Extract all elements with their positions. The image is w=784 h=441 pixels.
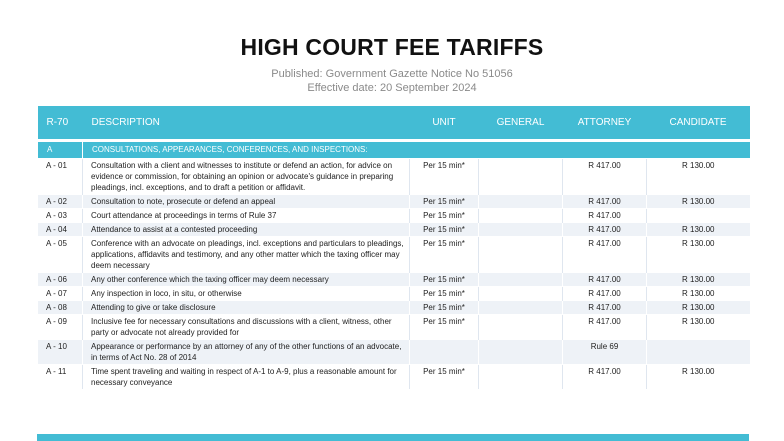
row-description: Attendance to assist at a contested proceeding [83, 223, 410, 237]
table-row [38, 273, 750, 287]
row-description: Conference with an advocate on pleadings, incl. exceptions and particulars to pleadings, applications, affidavits and testimony, and any other matter which the taxing officer may deem necessary [83, 237, 410, 273]
row-general-fee [479, 209, 563, 223]
row-unit: Per 15 min* [410, 195, 479, 209]
footer-bar [37, 434, 749, 441]
row-candidate-fee [647, 340, 750, 365]
row-general-fee [479, 159, 563, 195]
col-header-unit: UNIT [432, 117, 456, 128]
row-general-fee [479, 287, 563, 301]
row-description: Attending to give or take disclosure [83, 301, 410, 315]
row-unit: Per 15 min* [410, 209, 479, 223]
row-candidate-fee: R 130.00 [647, 195, 750, 209]
row-candidate-fee: R 130.00 [647, 365, 750, 390]
row-attorney-fee: R 417.00 [563, 287, 647, 301]
row-candidate-fee: R 130.00 [647, 287, 750, 301]
table-row [38, 301, 750, 315]
row-candidate-fee [647, 209, 750, 223]
row-general-fee [479, 237, 563, 273]
row-attorney-fee: R 417.00 [563, 237, 647, 273]
table-row [38, 195, 750, 209]
row-description: Time spent traveling and waiting in respect of A-1 to A-9, plus a reasonable amount for necessary conveyance [83, 365, 410, 390]
row-attorney-fee: R 417.00 [563, 159, 647, 195]
table-row [38, 287, 750, 301]
row-description: Court attendance at proceedings in terms of Rule 37 [83, 209, 410, 223]
row-general-fee [479, 340, 563, 365]
row-general-fee [479, 273, 563, 287]
row-general-fee [479, 223, 563, 237]
table-row [38, 223, 750, 237]
row-general-fee [479, 315, 563, 340]
row-general-fee [479, 195, 563, 209]
row-unit: Per 15 min* [410, 301, 479, 315]
row-description: Inclusive fee for necessary consultations and discussions with a client, witness, other party or advocate not already provided for [83, 315, 410, 340]
row-attorney-fee: R 417.00 [563, 315, 647, 340]
col-header-candidate: CANDIDATE [669, 117, 727, 128]
table-row [38, 340, 750, 365]
row-code: A - 11 [38, 365, 83, 390]
col-header-general: GENERAL [496, 117, 545, 128]
col-header-description: DESCRIPTION [91, 117, 160, 128]
row-general-fee [479, 365, 563, 390]
page-title: HIGH COURT FEE TARIFFS [240, 34, 544, 60]
row-attorney-fee: R 417.00 [563, 223, 647, 237]
row-attorney-fee: R 417.00 [563, 273, 647, 287]
row-description: Any other conference which the taxing officer may deem necessary [83, 273, 410, 287]
row-code: A - 05 [38, 237, 83, 273]
row-attorney-fee: R 417.00 [563, 195, 647, 209]
row-description: Consultation with a client and witnesses to institute or defend an action, for advice on evidence or commission, for obtaining an opinion or advocate's guidance in preparing pleadings, incl. exceptions, and to draft a petition or affidavit. [83, 159, 410, 195]
row-candidate-fee: R 130.00 [647, 301, 750, 315]
row-description: Consultation to note, prosecute or defend an appeal [83, 195, 410, 209]
table-row [38, 209, 750, 223]
row-code: A - 02 [38, 195, 83, 209]
row-attorney-fee: R 417.00 [563, 209, 647, 223]
col-header-r70: R-70 [46, 117, 69, 128]
row-unit [410, 340, 479, 365]
table-row [38, 237, 750, 273]
row-candidate-fee: R 130.00 [647, 237, 750, 273]
effective-date: Effective date: 20 September 2024 [307, 82, 477, 94]
table-row [38, 159, 750, 195]
row-code: A - 10 [38, 340, 83, 365]
published-notice: Published: Government Gazette Notice No 51056 [271, 68, 513, 80]
row-code: A - 04 [38, 223, 83, 237]
row-candidate-fee: R 130.00 [647, 159, 750, 195]
table-body [38, 139, 750, 389]
row-unit: Per 15 min* [410, 237, 479, 273]
table-header [38, 106, 750, 139]
row-candidate-fee: R 130.00 [647, 273, 750, 287]
col-header-attorney: ATTORNEY [577, 117, 632, 128]
row-candidate-fee: R 130.00 [647, 223, 750, 237]
section-code: A [38, 142, 83, 159]
table-row [38, 315, 750, 340]
row-attorney-fee: Rule 69 [563, 340, 647, 365]
row-code: A - 01 [38, 159, 83, 195]
row-code: A - 08 [38, 301, 83, 315]
row-unit: Per 15 min* [410, 315, 479, 340]
row-code: A - 06 [38, 273, 83, 287]
row-attorney-fee: R 417.00 [563, 301, 647, 315]
row-unit: Per 15 min* [410, 223, 479, 237]
row-code: A - 07 [38, 287, 83, 301]
row-unit: Per 15 min* [410, 159, 479, 195]
row-code: A - 03 [38, 209, 83, 223]
table-row [38, 365, 750, 390]
tariff-table [37, 106, 750, 389]
row-description: Any inspection in loco, in situ, or otherwise [83, 287, 410, 301]
row-general-fee [479, 301, 563, 315]
row-attorney-fee: R 417.00 [563, 365, 647, 390]
row-code: A - 09 [38, 315, 83, 340]
section-label: CONSULTATIONS, APPEARANCES, CONFERENCES, AND INSPECTIONS: [83, 142, 750, 159]
row-unit: Per 15 min* [410, 273, 479, 287]
row-unit: Per 15 min* [410, 287, 479, 301]
row-description: Appearance or performance by an attorney of any of the other functions of an advocate, in terms of Act No. 28 of 2014 [83, 340, 410, 365]
section-row [38, 142, 750, 159]
row-unit: Per 15 min* [410, 365, 479, 390]
row-candidate-fee: R 130.00 [647, 315, 750, 340]
